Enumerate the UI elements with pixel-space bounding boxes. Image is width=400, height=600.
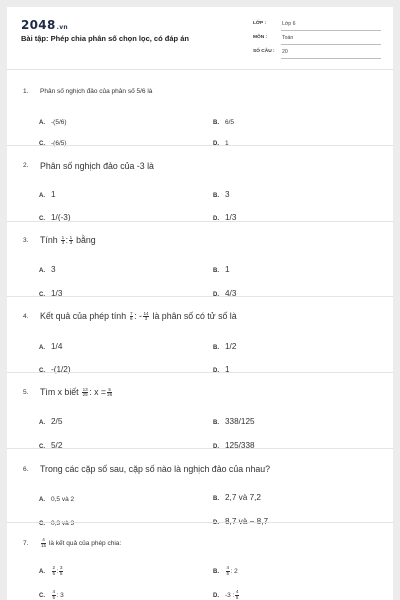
option-letter: C. bbox=[39, 521, 45, 527]
meta-count-row bbox=[253, 46, 381, 60]
meta-count-value: 20 bbox=[282, 49, 288, 55]
option-text: 3 bbox=[225, 190, 230, 199]
option-a[interactable] bbox=[39, 111, 67, 129]
option-text bbox=[225, 565, 238, 576]
fraction-numerator: 2 bbox=[52, 565, 56, 571]
fraction-numerator: 1 bbox=[69, 234, 73, 240]
operator: : bbox=[65, 235, 69, 245]
option-text bbox=[51, 589, 64, 600]
fraction bbox=[41, 538, 46, 548]
fraction-denominator: 3 bbox=[144, 316, 148, 322]
meta-class-label: LỚP : bbox=[253, 21, 267, 26]
option-text: 1 bbox=[225, 365, 230, 374]
option-text: 1/4 bbox=[51, 342, 63, 351]
question-4 bbox=[7, 296, 393, 372]
meta-subject-value: Toán bbox=[282, 35, 294, 41]
option-b[interactable] bbox=[213, 487, 261, 505]
option-letter: C. bbox=[39, 444, 45, 450]
option-text: 1/3 bbox=[51, 289, 63, 298]
operator: : bbox=[56, 568, 59, 575]
question-number: 2. bbox=[23, 162, 29, 169]
fraction-numerator: 3 bbox=[59, 565, 63, 571]
option-text: 0,5 và 2 bbox=[51, 496, 75, 503]
fraction bbox=[130, 312, 134, 322]
question-text: Trong các cặp số sau, cặp số nào là nghịch đảo của nhau? bbox=[40, 464, 271, 474]
option-b[interactable] bbox=[213, 411, 255, 429]
option-text: 125/338 bbox=[225, 441, 255, 450]
fraction-numerator: 4 bbox=[52, 589, 56, 595]
fraction-denominator: 25 bbox=[82, 392, 88, 398]
operator: : 3 bbox=[56, 592, 64, 599]
fraction bbox=[52, 590, 56, 600]
operator: : - bbox=[134, 311, 142, 321]
question-number: 5. bbox=[23, 389, 29, 396]
question-5 bbox=[7, 372, 393, 448]
fraction-denominator: 6 bbox=[130, 316, 133, 322]
fraction bbox=[226, 566, 230, 576]
option-letter: A. bbox=[39, 268, 45, 274]
fraction-denominator: 15 bbox=[41, 542, 47, 548]
option-letter: D. bbox=[213, 141, 219, 147]
fraction-numerator: 7 bbox=[130, 310, 133, 316]
operator: -3 : bbox=[225, 592, 235, 599]
option-letter: D. bbox=[213, 368, 219, 374]
option-letter: D. bbox=[213, 292, 219, 298]
option-letter: C. bbox=[39, 292, 45, 298]
operator: : 2 bbox=[230, 568, 238, 575]
question-text-prefix: Tìm x biết bbox=[40, 387, 79, 397]
option-b[interactable] bbox=[213, 560, 238, 578]
meta-subject-label: MÔN : bbox=[253, 35, 268, 40]
worksheet-title: Bài tập: Phép chia phân số chọn lọc, có đáp án bbox=[21, 34, 189, 43]
option-text: 1 bbox=[225, 140, 229, 147]
option-letter: D. bbox=[213, 444, 219, 450]
option-a[interactable] bbox=[39, 336, 62, 354]
option-letter: A. bbox=[39, 120, 45, 126]
fraction bbox=[52, 566, 56, 576]
option-letter: B. bbox=[213, 420, 219, 426]
question-number: 4. bbox=[23, 313, 29, 320]
option-b[interactable] bbox=[213, 111, 234, 129]
option-text bbox=[51, 565, 64, 576]
meta-subject-line bbox=[281, 35, 381, 45]
option-letter: A. bbox=[39, 193, 45, 199]
option-letter: D. bbox=[213, 216, 219, 222]
option-letter: D. bbox=[213, 593, 219, 599]
fraction-numerator: 14 bbox=[143, 310, 149, 316]
fraction-numerator: 4 bbox=[235, 589, 239, 595]
fraction-denominator: 5 bbox=[235, 594, 239, 600]
site-logo[interactable] bbox=[21, 18, 68, 32]
operator: : x = bbox=[89, 387, 107, 397]
option-text: 4/3 bbox=[225, 289, 237, 298]
question-6 bbox=[7, 448, 393, 527]
question-1 bbox=[7, 69, 393, 145]
meta-count-label: SỐ CÂU : bbox=[253, 49, 275, 54]
option-c[interactable] bbox=[39, 584, 64, 600]
option-b[interactable] bbox=[213, 184, 230, 202]
fraction-denominator: 5 bbox=[52, 594, 56, 600]
option-letter: B. bbox=[213, 569, 219, 575]
option-text: 8,7 và − 8,7 bbox=[225, 517, 269, 526]
option-text: -(5/6) bbox=[51, 119, 67, 126]
option-letter: B. bbox=[213, 345, 219, 351]
meta-class-row bbox=[253, 18, 381, 32]
option-text: 338/125 bbox=[225, 417, 255, 426]
fraction-numerator: 13 bbox=[82, 386, 88, 392]
meta-count-line bbox=[281, 49, 381, 59]
question-text-suffix: là phân số có tử số là bbox=[152, 311, 237, 321]
option-letter: D. bbox=[213, 520, 219, 526]
fraction-denominator: 3 bbox=[69, 240, 73, 246]
option-letter: B. bbox=[213, 120, 219, 126]
option-text: 0,3 và 3 bbox=[51, 520, 75, 527]
fraction-denominator: 3 bbox=[61, 240, 65, 246]
option-text: -(6/5) bbox=[51, 140, 67, 147]
option-text: 1/(-3) bbox=[51, 213, 71, 222]
meta-class-line bbox=[281, 21, 381, 31]
option-text: 6/5 bbox=[225, 119, 235, 126]
question-text-prefix: Kết quả của phép tính bbox=[40, 311, 127, 321]
option-b[interactable] bbox=[213, 259, 230, 277]
fraction-numerator: 1 bbox=[61, 234, 65, 240]
fraction-numerator: 4 bbox=[42, 537, 45, 542]
logo-suffix: .vn bbox=[56, 24, 68, 31]
fraction-denominator: 5 bbox=[226, 570, 230, 576]
option-text: 2/5 bbox=[51, 417, 63, 426]
worksheet-meta bbox=[253, 18, 381, 60]
question-2 bbox=[7, 145, 393, 221]
option-letter: A. bbox=[39, 345, 45, 351]
option-letter: C. bbox=[39, 368, 45, 374]
meta-class-value: Lớp 6 bbox=[282, 21, 296, 27]
fraction bbox=[69, 236, 73, 246]
question-number: 6. bbox=[23, 466, 29, 473]
option-text: 2,7 và 7,2 bbox=[225, 493, 261, 502]
logo-text: 2048 bbox=[21, 18, 56, 32]
option-letter: B. bbox=[213, 496, 219, 502]
fraction bbox=[143, 312, 149, 322]
option-b[interactable] bbox=[213, 336, 236, 354]
option-letter: A. bbox=[39, 420, 45, 426]
worksheet-page bbox=[7, 7, 393, 600]
question-number: 1. bbox=[23, 88, 29, 95]
meta-subject-row bbox=[253, 32, 381, 46]
fraction bbox=[56, 565, 63, 576]
question-number: 3. bbox=[23, 237, 29, 244]
option-a[interactable] bbox=[39, 411, 62, 429]
worksheet-header bbox=[7, 7, 393, 69]
option-text: 1/2 bbox=[225, 342, 237, 351]
option-text: -(1/2) bbox=[51, 365, 71, 374]
question-text-prefix: Tính bbox=[40, 235, 58, 245]
question-text-suffix: là kết quả của phép chia: bbox=[48, 539, 122, 547]
option-a[interactable] bbox=[39, 560, 64, 578]
fraction-numerator: 4 bbox=[226, 565, 230, 571]
question-3 bbox=[7, 221, 393, 296]
option-letter: C. bbox=[39, 593, 45, 599]
fraction-denominator: 5 bbox=[59, 570, 63, 576]
option-letter: B. bbox=[213, 268, 219, 274]
question-text bbox=[40, 311, 237, 322]
option-a[interactable] bbox=[39, 259, 56, 277]
option-text bbox=[225, 589, 240, 600]
fraction-denominator: 26 bbox=[107, 392, 113, 398]
option-a[interactable] bbox=[39, 488, 74, 506]
option-text: 1/3 bbox=[225, 213, 237, 222]
fraction-numerator: 5 bbox=[108, 386, 111, 392]
option-letter: A. bbox=[39, 497, 45, 503]
option-text: 3 bbox=[51, 265, 56, 274]
question-text bbox=[40, 235, 96, 246]
question-text-suffix: bằng bbox=[76, 235, 96, 245]
fraction-denominator: 5 bbox=[52, 570, 56, 576]
question-text bbox=[40, 387, 113, 398]
question-text: Phân số nghịch đảo của -3 là bbox=[40, 161, 154, 171]
question-7 bbox=[7, 522, 393, 600]
option-letter: A. bbox=[39, 569, 45, 575]
fraction bbox=[107, 388, 112, 398]
question-text bbox=[40, 538, 121, 548]
question-number: 7. bbox=[23, 540, 29, 547]
option-d[interactable] bbox=[213, 584, 240, 600]
question-text: Phân số nghịch đảo của phân số 5/6 là bbox=[40, 88, 153, 95]
option-letter: C. bbox=[39, 141, 45, 147]
option-letter: B. bbox=[213, 193, 219, 199]
option-text: 1 bbox=[51, 190, 56, 199]
fraction bbox=[235, 590, 239, 600]
option-letter: C. bbox=[39, 216, 45, 222]
option-text: 5/2 bbox=[51, 441, 63, 450]
option-text: 1 bbox=[225, 265, 230, 274]
fraction bbox=[61, 236, 65, 246]
option-a[interactable] bbox=[39, 184, 56, 202]
fraction bbox=[82, 388, 88, 398]
